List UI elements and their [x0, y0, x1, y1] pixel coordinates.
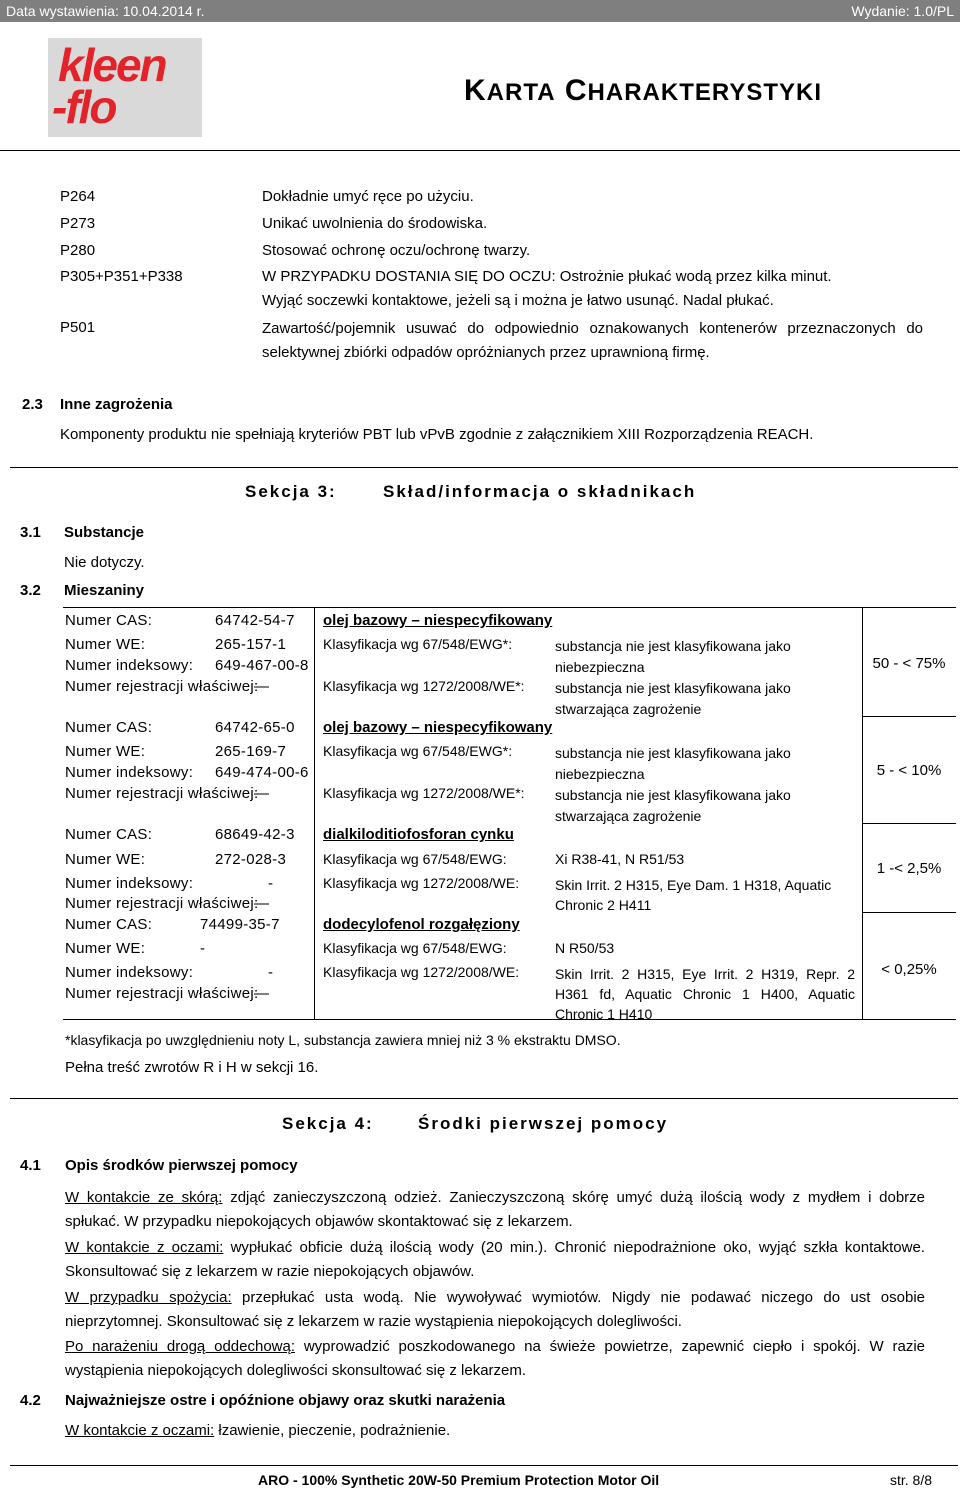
- component-name: olej bazowy – niespecyfikowany: [323, 719, 553, 736]
- index-label: Numer indeksowy:: [65, 764, 194, 781]
- index-label: Numer indeksowy:: [65, 875, 194, 892]
- first-aid-eyes: W kontakcie z oczami: wypłukać obficie dużą ilością wody (20 min.). Chronić niepodrażnione oko, wyjąć szkła kontaktowe. Skonsultować się z lekarzem w razie niepokojących objawów.: [65, 1239, 925, 1280]
- classification-label: Klasyfikacja wg 67/548/EWG*:: [323, 636, 513, 652]
- reg-value: —: [254, 895, 269, 912]
- classification-value: N R50/53: [555, 940, 615, 956]
- section-title: Skład/informacja o składnikach: [383, 482, 697, 501]
- index-label: Numer indeksowy:: [65, 964, 194, 981]
- section-rule: [10, 467, 958, 468]
- precaution-code: P501: [60, 319, 96, 336]
- page-number: str. 8/8: [890, 1472, 933, 1488]
- section-label: Sekcja 3:: [245, 482, 337, 501]
- edition: Wydanie: 1.0/PL: [851, 3, 954, 19]
- precaution-code: P273: [60, 215, 96, 232]
- subsection-number: 4.1: [20, 1157, 41, 1174]
- classification-value: substancja nie jest klasyfikowana jako stwarzająca zagrożenie: [555, 787, 791, 824]
- classification-value: Xi R38-41, N R51/53: [555, 851, 685, 867]
- we-label: Numer WE:: [65, 636, 146, 653]
- table-rule: [63, 607, 956, 608]
- reg-label: Numer rejestracji właściwej:: [65, 678, 259, 695]
- classification-value: substancja nie jest klasyfikowana jako niebezpieczna: [555, 745, 791, 782]
- header-bar: [0, 0, 960, 22]
- precaution-text: Stosować ochronę oczu/ochronę twarzy.: [262, 242, 531, 259]
- table-divider: [314, 607, 315, 1019]
- first-aid-skin: W kontakcie ze skórą: zdjąć zanieczyszczoną odzież. Zanieczyszczoną skórę umyć dużą ilością wody z mydłem i dobrze spłukać. W przypadku niepokojących objawów skontaktować się z lekarzem.: [65, 1189, 926, 1230]
- classification-label: Klasyfikacja wg 1272/2008/WE:: [323, 875, 520, 891]
- classification-label: Klasyfikacja wg 67/548/EWG:: [323, 940, 507, 956]
- section-number: 2.3: [22, 396, 43, 413]
- we-label: Numer WE:: [65, 940, 146, 957]
- classification-label: Klasyfikacja wg 1272/2008/WE*:: [323, 785, 525, 801]
- concentration: 1 -< 2,5%: [876, 860, 942, 877]
- subsection-heading: Substancje: [64, 524, 145, 541]
- cas-number: 64742-54-7: [215, 612, 295, 629]
- logo-text-2: -flo: [52, 81, 116, 133]
- subsection-number: 4.2: [20, 1392, 41, 1409]
- cas-label: Numer CAS:: [65, 916, 153, 933]
- first-aid-ingestion: W przypadku spożycia: przepłukać usta wodą. Nie wywoływać wymiotów. Nigdy nie podawać niczego do ust osobie nieprzytomnej. Skonsultować się z lekarzem w razie wystąpienia niepokojących dolegliwości.: [65, 1289, 925, 1330]
- header-rule: [0, 150, 960, 151]
- concentration: 5 - < 10%: [876, 762, 942, 779]
- we-number: -: [200, 940, 206, 957]
- section-title: Środki pierwszej pomocy: [418, 1114, 669, 1133]
- issue-date: Data wystawienia: 10.04.2014 r.: [6, 3, 205, 19]
- subsection-heading: Mieszaniny: [64, 582, 145, 599]
- precaution-text: W PRZYPADKU DOSTANIA SIĘ DO OCZU: Ostrożnie płukać wodą przez kilka minut.: [262, 268, 832, 285]
- reg-label: Numer rejestracji właściwej:: [65, 985, 259, 1002]
- index-number: -: [268, 875, 274, 892]
- precaution-text: Dokładnie umyć ręce po użyciu.: [262, 188, 474, 205]
- we-number: 272-028-3: [215, 851, 287, 868]
- cas-number: 74499-35-7: [200, 916, 280, 933]
- component-name: olej bazowy – niespecyfikowany: [323, 612, 553, 629]
- we-label: Numer WE:: [65, 743, 146, 760]
- section-heading: Inne zagrożenia: [60, 396, 173, 413]
- classification-label: Klasyfikacja wg 1272/2008/WE*:: [323, 678, 525, 694]
- symptoms-text: W kontakcie z oczami: łzawienie, pieczenie, podrażnienie.: [65, 1422, 451, 1439]
- index-number: 649-467-00-8: [215, 657, 309, 674]
- precaution-text: Unikać uwolnienia do środowiska.: [262, 215, 488, 232]
- section-text: Komponenty produktu nie spełniają kryteriów PBT lub vPvB zgodnie z załącznikiem XIII Rozporządzenia REACH.: [60, 426, 814, 443]
- cas-number: 64742-65-0: [215, 719, 295, 736]
- subsection-heading: Opis środków pierwszej pomocy: [65, 1157, 298, 1174]
- cas-number: 68649-42-3: [215, 826, 295, 843]
- precaution-code: P305+P351+P338: [60, 268, 183, 285]
- first-aid-inhalation: Po narażeniu drogą oddechową: wyprowadzić poszkodowanego na świeże powietrze, zapewnić ciepło i spokój. W razie wystąpienia niepokojących dolegliwości skonsultować się z lekarzem.: [65, 1338, 925, 1379]
- reg-label: Numer rejestracji właściwej:: [65, 895, 259, 912]
- precaution-code: P264: [60, 188, 96, 205]
- index-label: Numer indeksowy:: [65, 657, 194, 674]
- component-name: dialkiloditiofosforan cynku: [323, 826, 514, 843]
- section-label: Sekcja 4:: [282, 1114, 374, 1133]
- classification-value: substancja nie jest klasyfikowana jako niebezpieczna: [555, 638, 791, 675]
- we-label: Numer WE:: [65, 851, 146, 868]
- subsection-number: 3.1: [20, 524, 41, 541]
- table-rule: [863, 716, 956, 717]
- subsection-number: 3.2: [20, 582, 41, 599]
- reg-value: —: [254, 785, 269, 802]
- subsection-heading: Najważniejsze ostre i opóźnione objawy oraz skutki narażenia: [65, 1392, 506, 1409]
- cas-label: Numer CAS:: [65, 612, 153, 629]
- footer-rule: [10, 1465, 958, 1466]
- precaution-text: Zawartość/pojemnik usuwać do odpowiednio oznakowanych kontenerów przeznaczonych do selektywnej zbiórki odpadów opróżnianych przez uprawnioną firmę.: [262, 320, 923, 361]
- table-rule: [863, 912, 956, 913]
- kleen-flo-logo: [48, 38, 202, 137]
- classification-label: Klasyfikacja wg 67/548/EWG*:: [323, 743, 513, 759]
- component-name: dodecylofenol rozgałęziony: [323, 916, 520, 933]
- index-number: -: [268, 964, 274, 981]
- full-text-note: Pełna treść zwrotów R i H w sekcji 16.: [65, 1059, 319, 1076]
- cas-label: Numer CAS:: [65, 719, 153, 736]
- logo-text-1: kleen: [58, 39, 166, 91]
- reg-value: —: [254, 678, 269, 695]
- classification-value: substancja nie jest klasyfikowana jako stwarzająca zagrożenie: [555, 680, 791, 717]
- we-number: 265-157-1: [215, 636, 287, 653]
- classification-value: Skin Irrit. 2 H315, Eye Dam. 1 H318, Aquatic Chronic 2 H411: [555, 877, 832, 913]
- reg-label: Numer rejestracji właściwej:: [65, 785, 259, 802]
- precaution-text: Wyjąć soczewki kontaktowe, jeżeli są i można je łatwo usunąć. Nadal płukać.: [262, 292, 774, 309]
- concentration: < 0,25%: [881, 961, 937, 978]
- footnote: *klasyfikacja po uwzględnieniu noty L, substancja zawiera mniej niż 3 % ekstraktu DMSO.: [65, 1032, 621, 1048]
- classification-label: Klasyfikacja wg 67/548/EWG:: [323, 851, 507, 867]
- reg-value: —: [254, 985, 269, 1002]
- classification-label: Klasyfikacja wg 1272/2008/WE:: [323, 964, 520, 980]
- cas-label: Numer CAS:: [65, 826, 153, 843]
- precaution-code: P280: [60, 242, 96, 259]
- we-number: 265-169-7: [215, 743, 287, 760]
- index-number: 649-474-00-6: [215, 764, 309, 781]
- section-rule: [10, 1098, 958, 1099]
- table-rule: [863, 823, 956, 824]
- classification-value: Skin Irrit. 2 H315, Eye Irrit. 2 H319, Repr. 2 H361 fd, Aquatic Chronic 1 H400, Aquatic Chronic 1 H410: [555, 966, 855, 1022]
- footer-product: ARO - 100% Synthetic 20W-50 Premium Protection Motor Oil: [258, 1472, 660, 1488]
- concentration: 50 - < 75%: [872, 655, 946, 672]
- subsection-text: Nie dotyczy.: [64, 554, 145, 571]
- document-title: KARTA CHARAKTERYSTYKI: [463, 74, 822, 107]
